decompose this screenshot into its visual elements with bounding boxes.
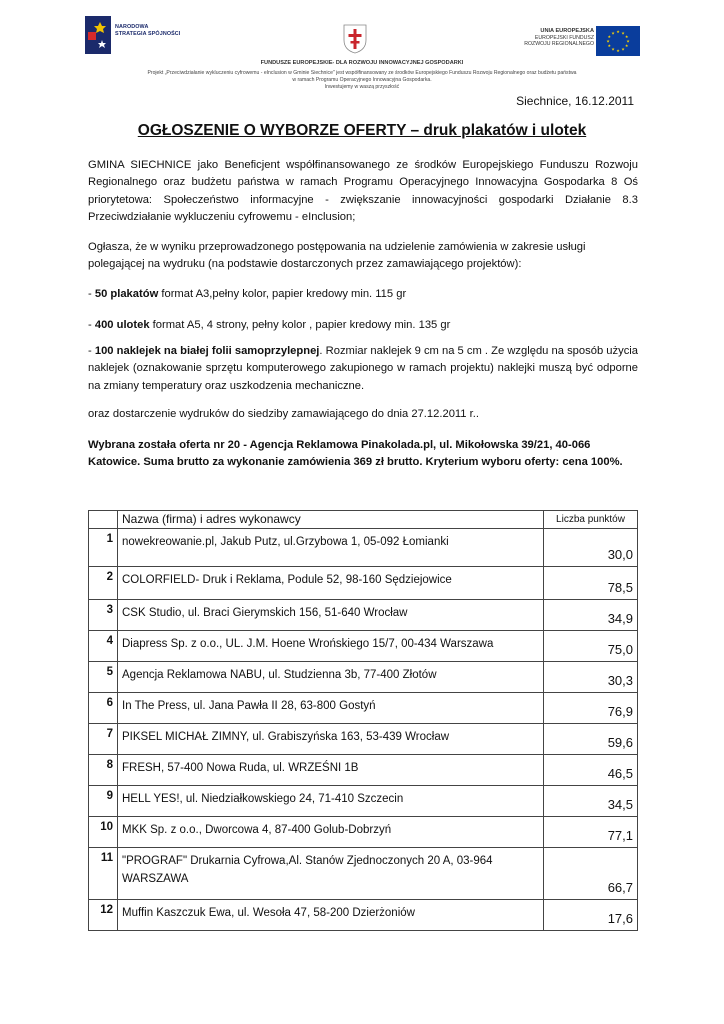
- ns-logo-line1: NARODOWA: [115, 24, 149, 30]
- ns-logo-line2: STRATEGIA SPÓJNOŚCI: [115, 31, 181, 37]
- table-row: [89, 900, 638, 931]
- row-number: 11: [89, 848, 118, 900]
- delivery-paragraph: oraz dostarczenie wydruków do siedziby zamawiającego do dnia 27.12.2011 r..: [88, 408, 479, 420]
- svg-text:★: ★: [621, 30, 625, 36]
- row-company: Agencja Reklamowa NABU, ul. Studzienna 3b, 77-400 Złotów: [118, 662, 544, 693]
- table-header-row: [89, 511, 638, 529]
- item-leaflets: - 400 ulotek format A5, 4 strony, pełny kolor , papier kredowy min. 135 gr: [88, 319, 451, 331]
- row-number: 12: [89, 900, 118, 931]
- narodowa-strategia-spojnosci-logo: [85, 12, 205, 58]
- svg-text:★: ★: [616, 29, 620, 34]
- eu-line2: EUROPEJSKI FUNDUSZ: [534, 34, 594, 41]
- date-line: Siechnice, 16.12.2011: [516, 94, 634, 108]
- row-number: 10: [89, 817, 118, 848]
- svg-text:★: ★: [621, 46, 625, 52]
- row-number: 7: [89, 724, 118, 755]
- siechnice-coat-of-arms-icon: [343, 24, 367, 54]
- row-points: 46,5: [544, 755, 638, 786]
- row-company: CSK Studio, ul. Braci Gierymskich 156, 51-640 Wrocław: [118, 600, 544, 631]
- intro-paragraph: GMINA SIECHNICE jako Beneficjent współfinansowanego ze środków Europejskiego Funduszu Rozwoju Regionalnego oraz budżetu państwa w ramach Programu Operacyjnego Innowacyjna Gospodarka 8 Oś priorytetowa: Społeczeństwo informacyjne - zwiększanie innowacyjności gospodarki Działanie 8.3 Przeciwdziałanie wykluczeniu cyfrowemu - eInclusion;: [88, 159, 638, 224]
- row-points: 34,5: [544, 786, 638, 817]
- row-points: 30,0: [544, 529, 638, 567]
- project-line-3: Inwestujemy w waszą przyszłość: [324, 84, 400, 90]
- row-number: 1: [89, 529, 118, 567]
- funds-title: FUNDUSZE EUROPEJSKIE- DLA ROZWOJU INNOWACYJNEJ GOSPODARKI: [260, 60, 464, 66]
- table-row: [89, 724, 638, 755]
- row-company: Diapress Sp. z o.o., UL. J.M. Hoene Wrońskiego 15/7, 00-434 Warszawa: [118, 631, 544, 662]
- eu-erdf-logo: [512, 26, 642, 58]
- row-number: 6: [89, 693, 118, 724]
- table-row: [89, 755, 638, 786]
- result-paragraph: Wybrana została oferta nr 20 - Agencja Reklamowa Pinakolada.pl, ul. Mikołowska 39/21, 40-066 Katowice. Suma brutto za wykonanie zamówienia 369 zł brutto. Kryterium wyboru oferty: cena 100%.: [88, 439, 623, 469]
- item-stickers: - 100 naklejek na białej folii samoprzylepnej. Rozmiar naklejek 9 cm na 5 cm . Ze względu na sposób użycia naklejek (oznakowanie sprzętu komputerowego zakupionego w ramach projektu) naklejki muszą być odporne na zmiany temperatury oraz uszkodzenia mechaniczne.: [88, 345, 638, 392]
- eu-flag-icon: [596, 26, 640, 56]
- svg-text:★: ★: [624, 33, 629, 39]
- svg-text:★: ★: [616, 48, 620, 53]
- row-points: 66,7: [544, 848, 638, 900]
- row-points: 59,6: [544, 724, 638, 755]
- svg-text:★: ★: [624, 43, 629, 49]
- table-row: [89, 786, 638, 817]
- offers-table: [88, 510, 638, 931]
- header-number-cell: [89, 511, 118, 529]
- offers-body: [89, 529, 638, 931]
- svg-text:★: ★: [607, 33, 612, 39]
- header-company: Nazwa (firma) i adres wykonawcy: [118, 511, 544, 529]
- document-title: OGŁOSZENIE O WYBORZE OFERTY – druk plakatów i ulotek: [137, 122, 587, 139]
- row-company: nowekreowanie.pl, Jakub Putz, ul.Grzybowa 1, 05-092 Łomianki: [118, 529, 544, 567]
- row-company: Muffin Kaszczuk Ewa, ul. Wesoła 47, 58-200 Dzierżoniów: [118, 900, 544, 931]
- table-row: [89, 693, 638, 724]
- row-points: 77,1: [544, 817, 638, 848]
- svg-text:★: ★: [611, 30, 615, 36]
- announce-paragraph: Ogłasza, że w wyniku przeprowadzonego postępowania na udzielenie zamówienia w zakresie usługi polegającej na wydruku (na podstawie dostarczonych przez zamawiającego projektów):: [88, 241, 586, 271]
- row-points: 30,3: [544, 662, 638, 693]
- table-row: [89, 600, 638, 631]
- table-row: [89, 529, 638, 567]
- row-company: FRESH, 57-400 Nowa Ruda, ul. WRZEŚNI 1B: [118, 755, 544, 786]
- eu-line3: ROZWOJU REGIONALNEGO: [524, 41, 594, 47]
- svg-text:★: ★: [607, 43, 612, 49]
- row-number: 8: [89, 755, 118, 786]
- row-points: 76,9: [544, 693, 638, 724]
- row-company: HELL YES!, ul. Niedziałkowskiego 24, 71-410 Szczecin: [118, 786, 544, 817]
- table-row: [89, 567, 638, 600]
- row-points: 17,6: [544, 900, 638, 931]
- eu-line1: UNIA EUROPEJSKA: [540, 28, 594, 34]
- row-number: 9: [89, 786, 118, 817]
- row-number: 5: [89, 662, 118, 693]
- row-company: MKK Sp. z o.o., Dworcowa 4, 87-400 Golub-Dobrzyń: [118, 817, 544, 848]
- project-line-2: w ramach Programu Operacyjnego Innowacyjna Gospodarka.: [292, 77, 432, 83]
- row-number: 4: [89, 631, 118, 662]
- table-row: [89, 848, 638, 900]
- row-company: PIKSEL MICHAŁ ZIMNY, ul. Grabiszyńska 163, 53-439 Wrocław: [118, 724, 544, 755]
- row-number: 2: [89, 567, 118, 600]
- row-company: In The Press, ul. Jana Pawła II 28, 63-800 Gostyń: [118, 693, 544, 724]
- item-posters: - 50 plakatów format A3,pełny kolor, papier kredowy min. 115 gr: [88, 288, 407, 300]
- project-line-1: Projekt „Przeciwdziałanie wykluczeniu cyfrowemu - eInclusion w Gminie Siechnice" jest współfinansowany ze środków Europejskiego Funduszu Rozwoju Regionalnego oraz budżetu państwa: [147, 70, 577, 76]
- table-row: [89, 662, 638, 693]
- row-company: "PROGRAF" Drukarnia Cyfrowa,Al. Stanów Zjednoczonych 20 A, 03-964 WARSZAWA: [118, 848, 544, 900]
- row-company: COLORFIELD- Druk i Reklama, Podule 52, 98-160 Sędziejowice: [118, 567, 544, 600]
- row-points: 34,9: [544, 600, 638, 631]
- svg-text:★: ★: [626, 38, 630, 44]
- table-row: [89, 817, 638, 848]
- table-row: [89, 631, 638, 662]
- ns-logo-icon: [85, 16, 111, 54]
- header-points: Liczba punktów: [544, 511, 638, 529]
- row-points: 75,0: [544, 631, 638, 662]
- svg-text:★: ★: [611, 46, 615, 52]
- svg-text:★: ★: [606, 38, 610, 44]
- row-number: 3: [89, 600, 118, 631]
- row-points: 78,5: [544, 567, 638, 600]
